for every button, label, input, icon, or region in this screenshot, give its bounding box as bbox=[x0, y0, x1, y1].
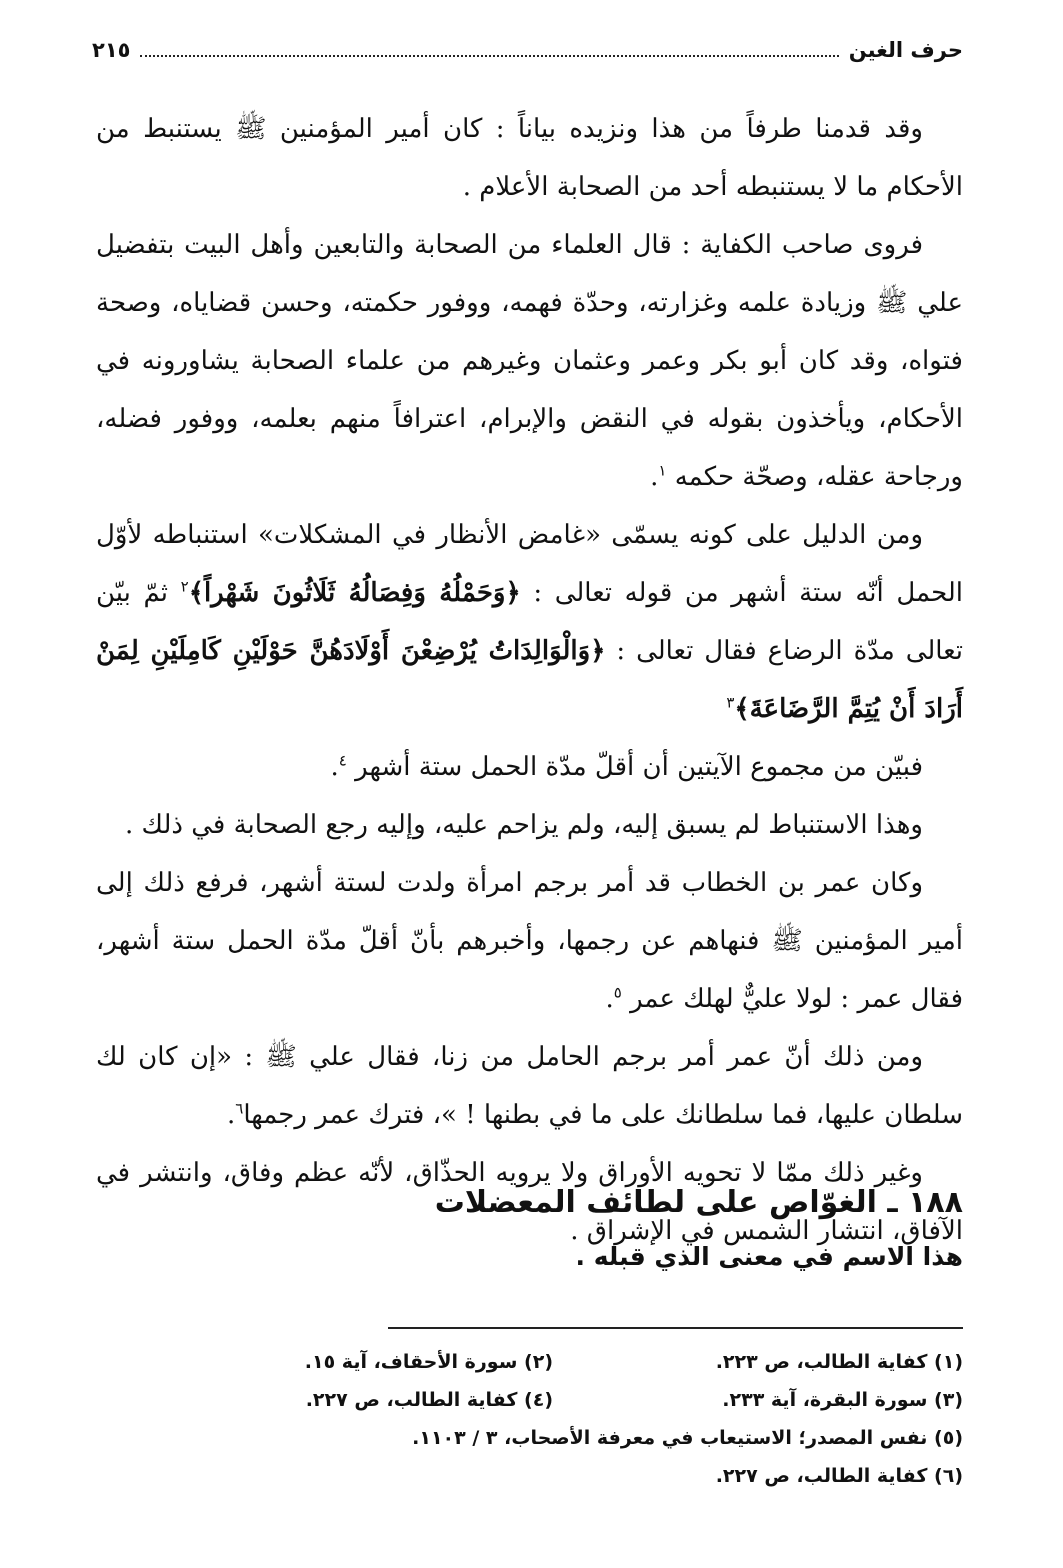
paragraph-4: فبيّن من مجموع الآيتين أن أقلّ مدّة الحمل ستة أشهر $^٤$. bbox=[330, 751, 923, 782]
quran-verse-1: ﴿وَحَمْلُهُ وَفِصَالُهُ ثَلَاثُونَ شَهْراً﴾ bbox=[188, 578, 521, 608]
footnote-ref-5: ٥ bbox=[613, 983, 622, 1002]
footnote-ref-3: ٣ bbox=[726, 693, 735, 712]
footnote-5: (٥) نفس المصدر؛ الاستيعاب في معرفة الأصحاب، ٣ / ١١٠٣. bbox=[412, 1427, 963, 1449]
footnotes bbox=[96, 1343, 963, 1495]
footnote-row bbox=[96, 1419, 963, 1457]
footnote-ref-6: ٦ bbox=[235, 1099, 244, 1118]
footnote-ref-1: ١ bbox=[658, 461, 667, 480]
quran-verse-2: ﴿وَالْوَالِدَاتُ يُرْضِعْنَ أَوْلَادَهُنَّ حَوْلَيْنِ كَامِلَيْنِ لِمَنْ أَرَادَ أَنْ يُتِمَّ الرَّضَاعَةَ﴾ bbox=[96, 636, 963, 724]
footnote-4: (٤) كفاية الطالب، ص ٢٢٧. bbox=[305, 1389, 553, 1411]
header-title: حرف الغين bbox=[848, 38, 963, 62]
paragraph-1: وقد قدمنا طرفاً من هذا ونزيده بياناً : كان أمير المؤمنين ﷺ يستنبط من الأحكام ما لا يستنبطه أحد من الصحابة الأعلام . bbox=[96, 114, 963, 202]
paragraph-6: وكان عمر بن الخطاب قد أمر برجم امرأة ولدت لستة أشهر، فرفع ذلك إلى أمير المؤمنين ﷺ فنهاهم عن رجمها، وأخبرهم بأنّ أقلّ مدّة الحمل ستة أشهر، فقال عمر : لولا عليٌّ لهلك عمر $^٥$. bbox=[96, 868, 963, 1014]
footnote-ref-4: ٤ bbox=[338, 751, 347, 770]
footnote-6: (٦) كفاية الطالب، ص ٢٢٧. bbox=[715, 1465, 963, 1487]
paragraph-7: ومن ذلك أنّ عمر أمر برجم الحامل من زنا، فقال علي ﷺ : «إن كان لك سلطان عليها، فما سلطانك على ما في بطنها ! »، فترك عمر رجمها$^٦$. bbox=[96, 1042, 963, 1130]
paragraph-3: ومن الدليل على كونه يسمّى «غامض الأنظار في المشكلات» استنباطه لأوّل الحمل أنّه ستة أشهر من قوله تعالى : ﴿وَحَمْلُهُ وَفِصَالُهُ ثَلَاثُونَ شَهْراً﴾$^٢$ ثمّ بيّن تعالى مدّة الرضاع فقال تعالى : ﴿وَالْوَالِدَاتُ يُرْضِعْنَ أَوْلَادَهُنَّ حَوْلَيْنِ كَامِلَيْنِ لِمَنْ أَرَادَ أَنْ يُتِمَّ الرَّضَاعَةَ﴾$^٣$ bbox=[96, 520, 964, 724]
footnote-3: (٣) سورة البقرة، آية ٢٣٣. bbox=[722, 1389, 963, 1411]
main-text bbox=[96, 100, 963, 1260]
footnote-divider bbox=[388, 1327, 963, 1329]
header-leader-dots bbox=[140, 55, 838, 57]
footnote-ref-2: ٢ bbox=[180, 577, 189, 596]
section-text: هذا الاسم في معنى الذي قبله . bbox=[575, 1242, 963, 1271]
footnote-row bbox=[96, 1457, 963, 1495]
paragraph-5: وهذا الاستنباط لم يسبق إليه، ولم يزاحم عليه، وإليه رجع الصحابة في ذلك . bbox=[125, 810, 923, 840]
running-header bbox=[92, 38, 963, 78]
paragraph-8: وغير ذلك ممّا لا تحويه الأوراق ولا يرويه الحذّاق، لأنّه عظم وفاق، وانتشر في الآفاق، انتشار الشمس في الإشراق . bbox=[96, 1158, 963, 1246]
footnote-1: (١) كفاية الطالب، ص ٢٢٣. bbox=[715, 1351, 963, 1373]
paragraph-2: فروى صاحب الكفاية : قال العلماء من الصحابة والتابعين وأهل البيت بتفضيل علي ﷺ وزيادة علمه وغزارته، وحدّة فهمه، ووفور حكمته، وحسن قضاياه، وصحة فتواه، وقد كان أبو بكر وعمر وعثمان وغيرهم من علماء الصحابة يشاورونه في الأحكام، ويأخذون بقوله في النقض والإبرام، اعترافاً منهم بعلمه، ووفور فضله، ورجاحة عقله، وصحّة حكمه $^١$. bbox=[96, 230, 963, 492]
footnote-2: (٢) سورة الأحقاف، آية ١٥. bbox=[304, 1351, 553, 1373]
footnote-row bbox=[96, 1343, 963, 1381]
footnote-row bbox=[96, 1381, 963, 1419]
section-188 bbox=[96, 1175, 963, 1283]
page-number: ٢١٥ bbox=[92, 38, 131, 62]
section-heading: ١٨٨ ـ الغوّاص على لطائف المعضلات bbox=[434, 1185, 963, 1220]
